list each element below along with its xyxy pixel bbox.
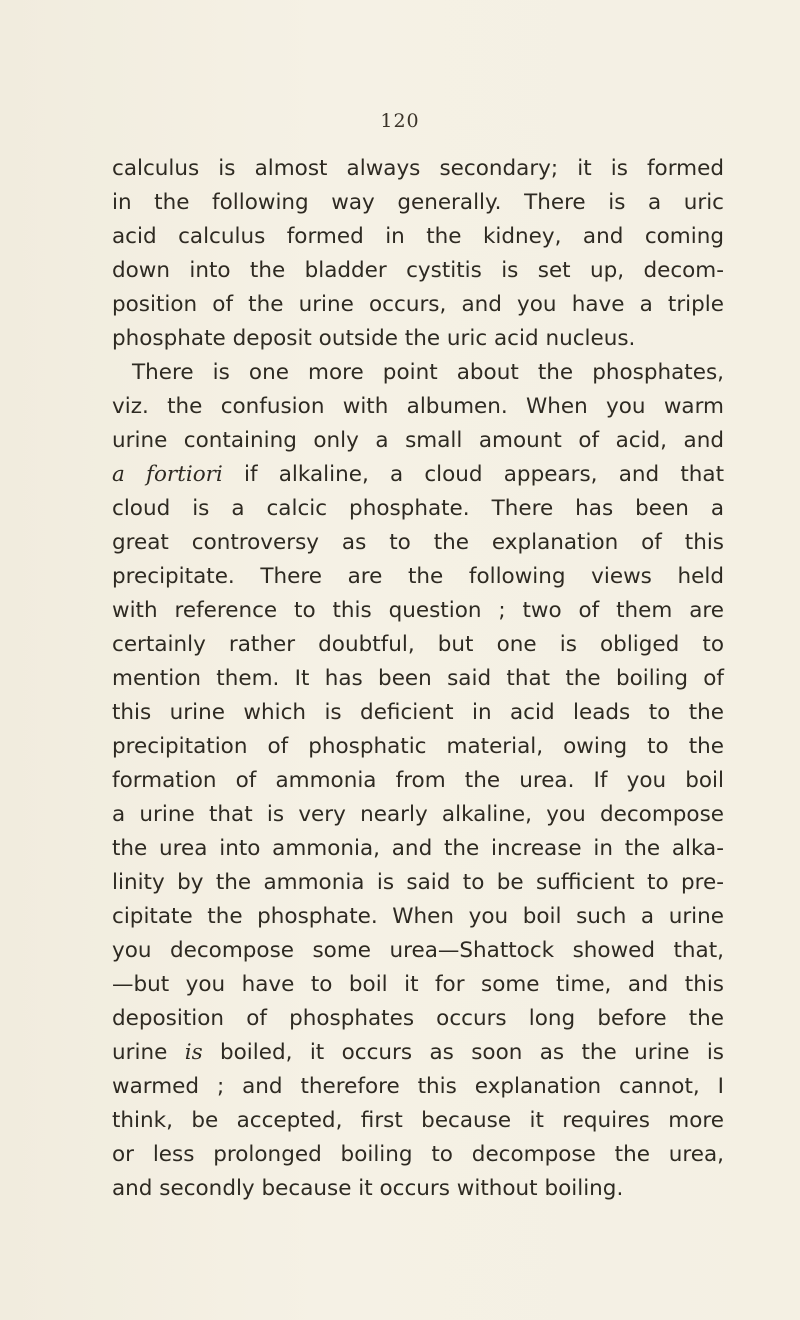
text-line: this urine which is deficient in acid leads to the [112, 700, 724, 725]
text-line-mixed [112, 458, 724, 492]
page-number: 120 [380, 110, 420, 132]
text-line: down into the bladder cystitis is set up, decom- [112, 258, 724, 283]
text-line: warmed ; and therefore this explanation cannot, I [112, 1074, 724, 1099]
text-line: formation of ammonia from the urea. If you boil [112, 768, 724, 793]
text-fragment: urine [112, 1040, 185, 1065]
text-line-mixed [112, 1036, 724, 1070]
text-line: deposition of phosphates occurs long before the [112, 1006, 724, 1031]
text-line: urine containing only a small amount of acid, and [112, 428, 724, 453]
text-line: precipitation of phosphatic material, owing to the [112, 734, 724, 759]
text-line: a urine that is very nearly alkaline, you decompose [112, 802, 724, 827]
text-line: precipitate. There are the following views held [112, 564, 724, 589]
italic-word: is [184, 1040, 203, 1065]
text-line: position of the urine occurs, and you have a triple [112, 292, 724, 317]
text-line: —but you have to boil it for some time, and this [112, 972, 724, 997]
text-line: you decompose some urea—Shattock showed that, [112, 938, 724, 963]
text-line: great controversy as to the explanation of this [112, 530, 724, 555]
text-line: calculus is almost always secondary; it is formed [112, 156, 724, 181]
text-line: viz. the confusion with albumen. When you warm [112, 394, 724, 419]
text-line: or less prolonged boiling to decompose the urea, [112, 1142, 724, 1167]
italic-phrase: a fortiori [112, 462, 223, 487]
text-line: linity by the ammonia is said to be sufficient to pre- [112, 870, 724, 895]
text-line: cloud is a calcic phosphate. There has been a [112, 496, 724, 521]
text-line: think, be accepted, first because it requires more [112, 1108, 724, 1133]
text-line: cipitate the phosphate. When you boil such a urine [112, 904, 724, 929]
text-line: phosphate deposit outside the uric acid nucleus. [112, 326, 636, 351]
text-line: and secondly because it occurs without boiling. [112, 1176, 624, 1201]
text-line: certainly rather doubtful, but one is obliged to [112, 632, 724, 657]
text-line: There is one more point about the phosphates, [132, 360, 724, 385]
text-fragment: if alkaline, a cloud appears, and that [222, 462, 724, 487]
text-line: in the following way generally. There is a uric [112, 190, 724, 215]
text-line: acid calculus formed in the kidney, and coming [112, 224, 724, 249]
text-line: the urea into ammonia, and the increase in the alka- [112, 836, 724, 861]
text-fragment: boiled, it occurs as soon as the urine is [202, 1040, 724, 1065]
body-text [112, 152, 724, 1206]
text-line: mention them. It has been said that the boiling of [112, 666, 724, 691]
text-line: with reference to this question ; two of them are [112, 598, 724, 623]
